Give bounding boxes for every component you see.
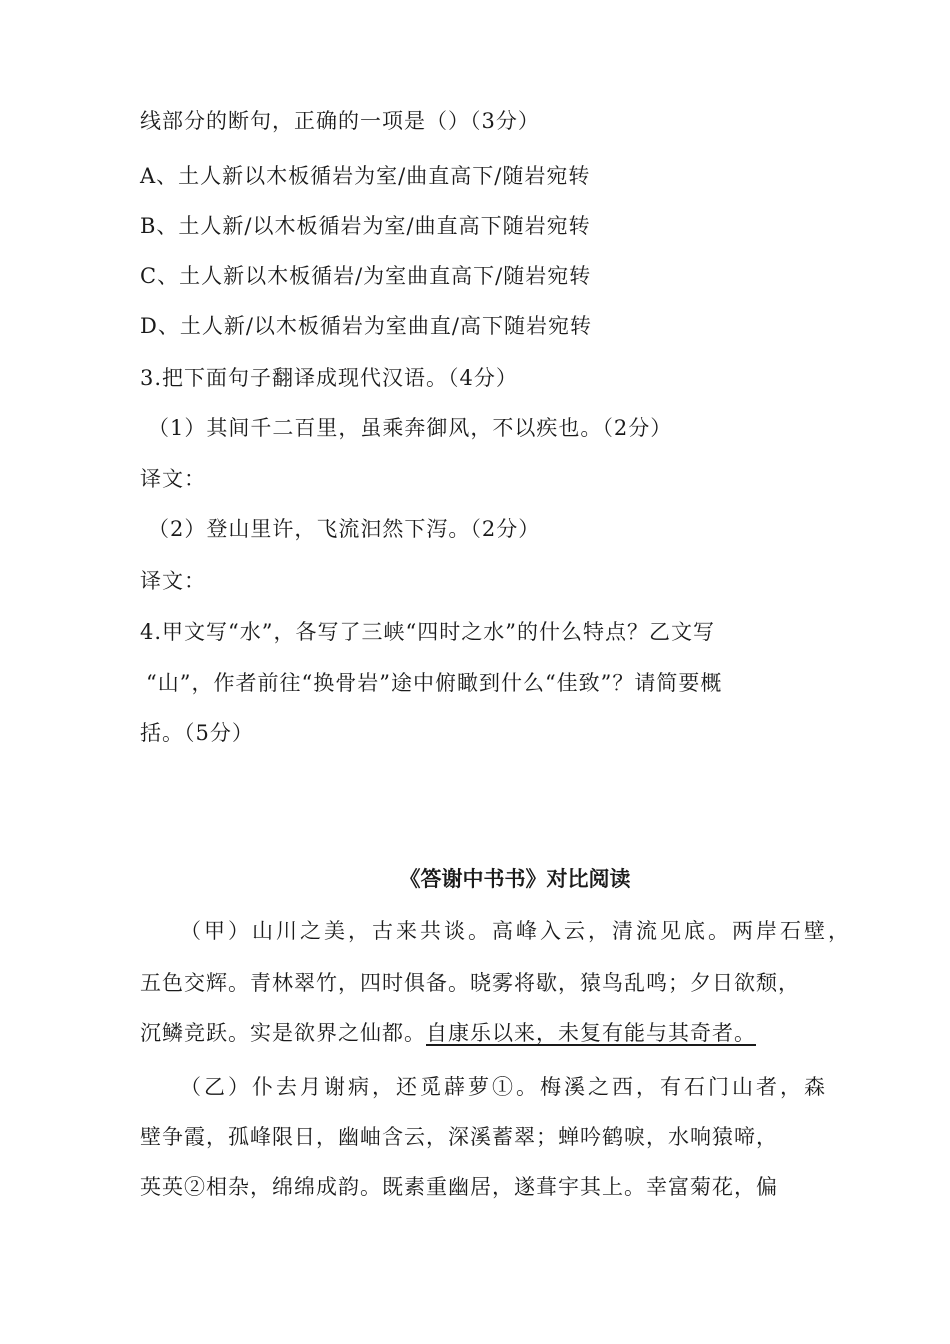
jia-line3 <box>140 1018 756 1048</box>
yi-line2: 壁争霞，孤峰限日，幽岫含云，深溪蓄翠；蝉吟鹤唳，水响猿啼， <box>140 1125 778 1149</box>
q4-line1: 4.甲文写“水”，各写了三峡“四时之水”的什么特点？乙文写 <box>140 620 715 644</box>
q4-line3: 括。（5分） <box>140 721 254 745</box>
q3-answer1-label: 译文： <box>140 467 206 491</box>
q2-option-b: B、土人新/以木板循岩为室/曲直高下随岩宛转 <box>140 214 591 238</box>
q2-option-c: C、土人新以木板循岩/为室曲直高下/随岩宛转 <box>140 264 592 288</box>
q3-stem: 3.把下面句子翻译成现代汉语。（4分） <box>140 366 518 390</box>
jia-line3-text: 沉鳞竞跃。实是欲界之仙都。 <box>140 1021 426 1045</box>
q3-sub1: （1）其间千二百里，虽乘奔御风，不以疾也。（2分） <box>148 416 673 440</box>
q2-option-d: D、土人新/以木板循岩为室曲直/高下随岩宛转 <box>140 314 592 338</box>
q3-sub2: （2）登山里许，飞流汩然下泻。（2分） <box>148 517 541 541</box>
q2-stem: 线部分的断句，正确的一项是（）（3分） <box>140 109 540 133</box>
yi-line1: （乙）仆去月谢病，还觅薜萝①。梅溪之西，有石门山者，森 <box>180 1075 828 1099</box>
jia-line2: 五色交辉。青林翠竹，四时俱备。晓雾将歇，猿鸟乱鸣；夕日欲颓， <box>140 971 800 995</box>
yi-line3: 英英②相杂，绵绵成韵。既素重幽居，遂葺宇其上。幸富菊花，偏 <box>140 1175 778 1199</box>
q2-option-a: A、土人新以木板循岩为室/曲直高下/随岩宛转 <box>140 164 591 188</box>
section-title: 《答谢中书书》对比阅读 <box>399 867 631 891</box>
jia-line1: （甲）山川之美，古来共谈。高峰入云，清流见底。两岸石壁， <box>180 919 852 943</box>
q4-line2: “山”，作者前往“换骨岩”途中俯瞰到什么“佳致”？请简要概 <box>146 671 723 695</box>
q3-answer2-label: 译文： <box>140 569 206 593</box>
jia-line3-underlined-text: 自康乐以来，未复有能与其奇者。 <box>426 1021 756 1045</box>
